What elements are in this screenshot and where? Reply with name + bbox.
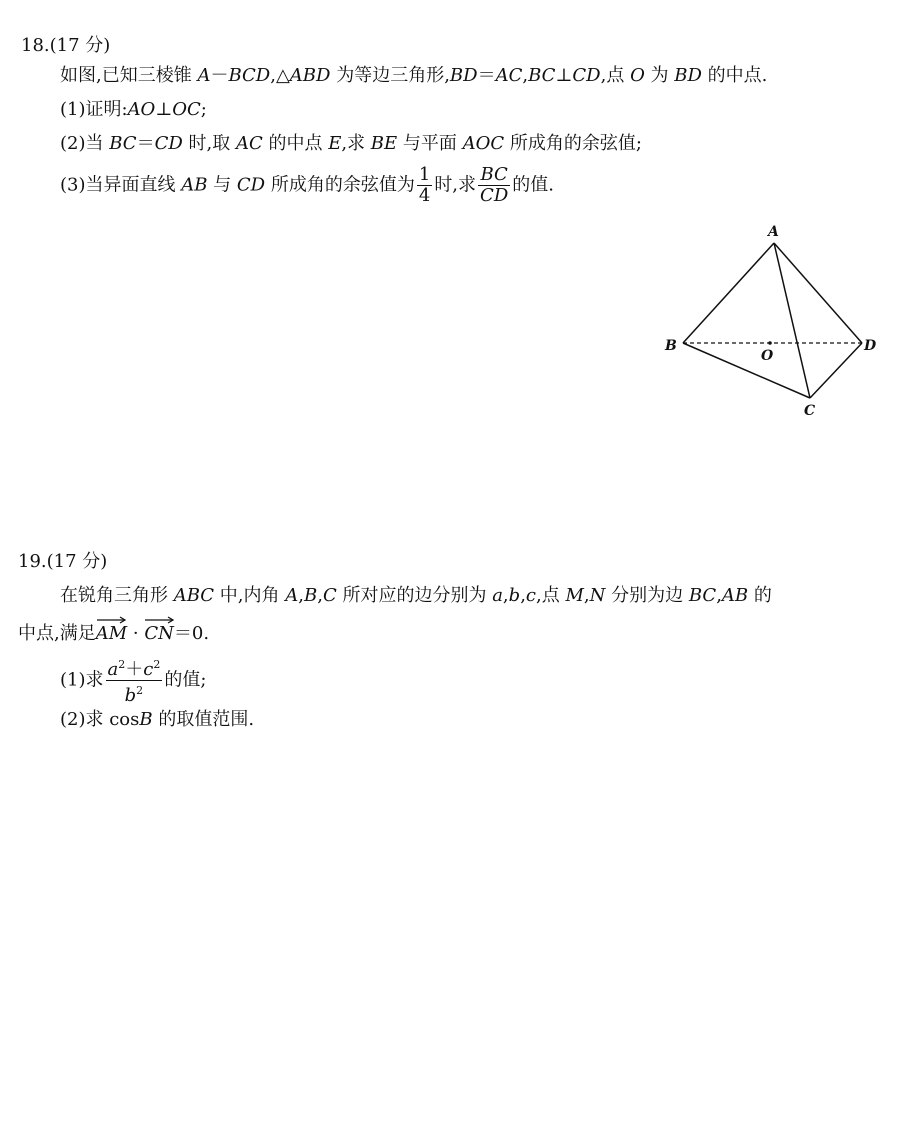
text: , xyxy=(522,65,529,86)
text: ⊥ xyxy=(155,99,173,120)
var: AC xyxy=(495,65,523,86)
var: AO xyxy=(127,99,156,120)
var: O xyxy=(630,65,645,86)
text: 分别为边 xyxy=(605,585,689,606)
var: CD xyxy=(236,174,266,196)
q19-header-text: 19.(17 分) xyxy=(18,551,108,572)
exponent: 2 xyxy=(153,658,161,671)
var: ABC xyxy=(173,585,215,606)
label-c: C xyxy=(804,403,816,419)
fraction-numerator: BC xyxy=(478,165,510,186)
text: ,点 xyxy=(600,65,631,86)
text: ⊥ xyxy=(555,65,573,86)
text: 中,内角 xyxy=(214,585,286,606)
var: B xyxy=(303,585,318,606)
q19-part2 xyxy=(60,708,254,732)
var: BD xyxy=(449,65,478,86)
var: BD xyxy=(674,65,702,86)
text: 中点,满足 xyxy=(18,623,96,644)
edge-cd xyxy=(810,343,862,398)
text: 所成角的余弦值; xyxy=(504,133,642,154)
vector-arrow-icon xyxy=(96,616,126,624)
text: (2)当 xyxy=(60,133,110,154)
text: 所成角的余弦值为 xyxy=(265,174,415,196)
text: 为等边三角形, xyxy=(330,65,450,86)
fraction-denominator: CD xyxy=(480,185,509,206)
edge-bc xyxy=(683,343,810,398)
text: 的中点 xyxy=(262,133,329,154)
text: , xyxy=(317,585,323,606)
text: , xyxy=(520,585,526,606)
exponent: 2 xyxy=(118,658,126,671)
point-o xyxy=(768,341,772,345)
q18-part2 xyxy=(60,132,642,156)
edge-ac xyxy=(774,243,810,398)
var: ABD xyxy=(289,65,331,86)
var: CD xyxy=(154,133,183,154)
label-d: D xyxy=(864,338,877,354)
q19-stem xyxy=(60,584,772,608)
q18-part1 xyxy=(60,98,207,122)
var: BC xyxy=(109,133,137,154)
text: 为 xyxy=(644,65,675,86)
text: 所对应的边分别为 xyxy=(336,585,493,606)
text: 在锐角三角形 xyxy=(60,585,174,606)
var: A xyxy=(197,65,211,86)
var: AB xyxy=(721,585,749,606)
edge-ab xyxy=(683,243,774,343)
var: AC xyxy=(235,133,263,154)
fraction-numerator: 1 xyxy=(418,164,431,185)
var: A xyxy=(285,585,299,606)
var: c xyxy=(143,659,154,680)
text: ,点 xyxy=(536,585,566,606)
fraction-a2c2-b2 xyxy=(106,655,163,706)
var: BC xyxy=(688,585,717,606)
text: 的值; xyxy=(164,669,207,691)
text: ＝ xyxy=(136,133,155,154)
text: · xyxy=(127,623,145,644)
var: CD xyxy=(572,65,601,86)
text: ,求 xyxy=(341,133,371,154)
q19-part1 xyxy=(60,655,206,706)
var: BC xyxy=(528,65,556,86)
q18-header xyxy=(21,34,110,58)
var: M xyxy=(565,585,584,606)
var: AB xyxy=(181,174,208,196)
fraction-numerator xyxy=(106,655,163,681)
q18-header-text: 18.(17 分) xyxy=(21,35,111,56)
text: (2)求 cos xyxy=(60,709,140,730)
text: 时,取 xyxy=(182,133,236,154)
vector-am xyxy=(96,616,127,646)
text: － xyxy=(210,65,229,86)
var: C xyxy=(322,585,337,606)
text: , xyxy=(583,585,590,606)
text: 如图,已知三棱锥 xyxy=(60,65,198,86)
fraction-one-quarter xyxy=(417,165,432,206)
text: (1)求 xyxy=(60,669,104,691)
var: N xyxy=(589,585,606,606)
fraction-denominator: 4 xyxy=(418,185,431,206)
fraction-denominator xyxy=(106,681,163,706)
text: (3)当异面直线 xyxy=(60,174,182,196)
var: OC xyxy=(172,99,201,120)
label-o: O xyxy=(761,348,774,364)
var: B xyxy=(139,709,153,730)
q18-part3 xyxy=(60,165,554,206)
text: , xyxy=(716,585,722,606)
text: ; xyxy=(200,99,207,120)
text: 时,求 xyxy=(434,174,477,196)
exponent: 2 xyxy=(136,684,144,697)
var: AOC xyxy=(462,133,505,154)
text: 的取值范围. xyxy=(152,709,255,730)
vector-arrow-icon xyxy=(144,616,174,624)
q18-stem xyxy=(60,64,767,88)
text: 的 xyxy=(748,585,772,606)
var: c xyxy=(525,585,537,606)
text: ＝0. xyxy=(173,623,210,644)
text: 与平面 xyxy=(397,133,463,154)
var: b xyxy=(124,685,137,706)
label-b: B xyxy=(665,338,677,354)
var: a xyxy=(107,659,119,680)
text: ＝ xyxy=(477,65,496,86)
text: 的中点. xyxy=(701,65,768,86)
text: (1)证明: xyxy=(60,99,128,120)
fraction-bc-cd xyxy=(478,165,510,206)
label-a: A xyxy=(768,224,779,240)
var: BE xyxy=(370,133,398,154)
text: ,△ xyxy=(270,65,290,86)
var: b xyxy=(508,585,521,606)
text: 与 xyxy=(207,174,237,196)
text: 的值. xyxy=(512,174,554,196)
text: ＋ xyxy=(125,659,144,680)
vector-cn xyxy=(144,616,174,646)
q19-header xyxy=(18,550,107,574)
var: a xyxy=(492,585,503,606)
text: , xyxy=(298,585,304,606)
vector-label: CN xyxy=(144,623,174,644)
edge-ad xyxy=(774,243,862,343)
vector-label: AM xyxy=(95,623,128,644)
q19-stem-line2 xyxy=(18,616,209,646)
var: BCD xyxy=(228,65,271,86)
tetrahedron-figure xyxy=(650,218,890,428)
text: , xyxy=(502,585,509,606)
var: E xyxy=(328,133,342,154)
